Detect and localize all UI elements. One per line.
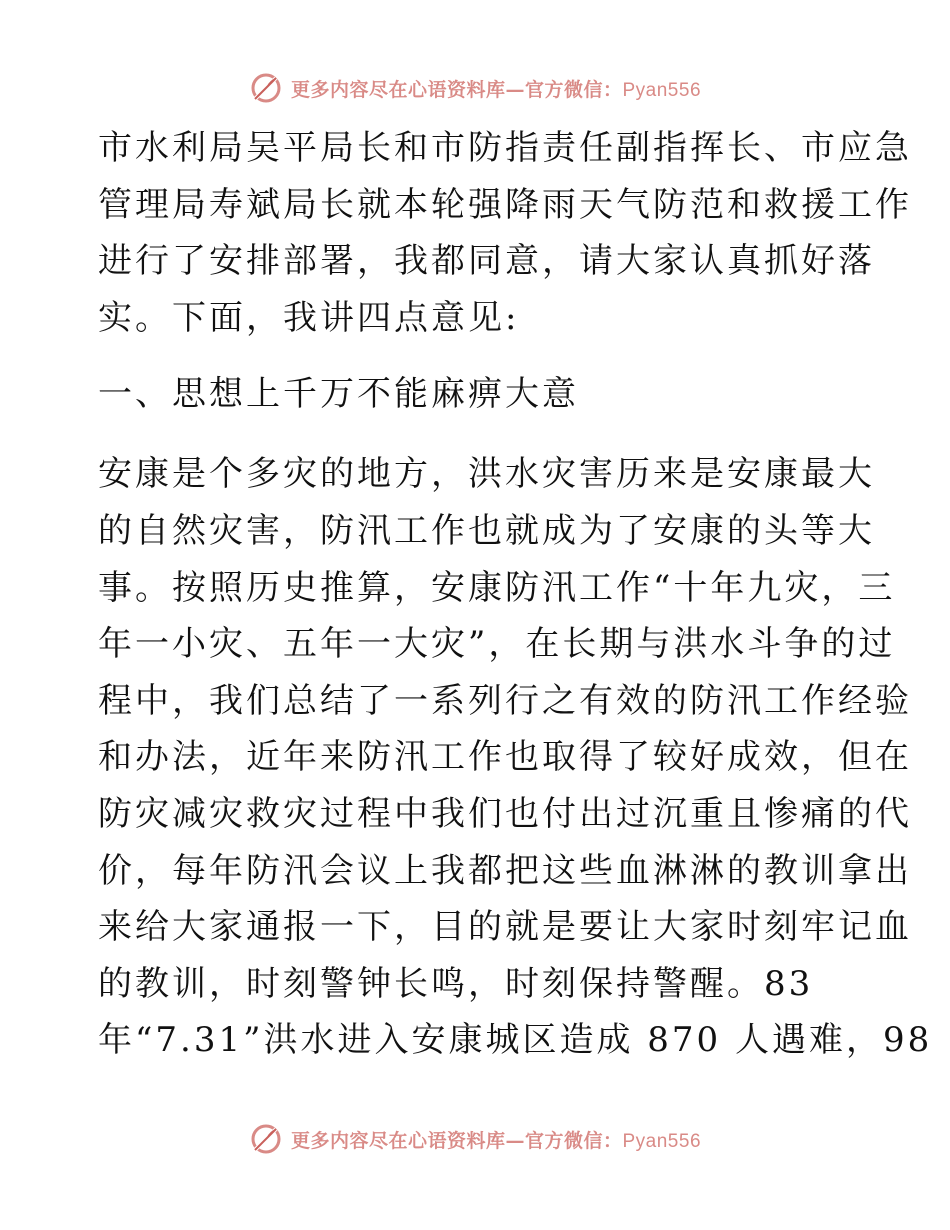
text-line: 进行了安排部署，我都同意，请大家认真抓好落 <box>98 241 875 282</box>
watermark-text: 更多内容尽在心语资料库—官方微信： <box>290 78 623 101</box>
text-line: 价，每年防汛会议上我都把这些血淋淋的教训拿出 <box>98 850 912 891</box>
text-line: 市水利局吴平局长和市防指责任副指挥长、市应急 <box>98 128 912 168</box>
text-line: 管理局寿斌局长就本轮强降雨天气防范和救援工作 <box>98 184 912 225</box>
text-line: 防灾减灾救灾过程中我们也付出过沉重且惨痛的代 <box>98 793 912 834</box>
watermark-text: 更多内容尽在心语资料库—官方微信： <box>290 1129 623 1152</box>
text-line: 来给大家通报一下，目的就是要让大家时刻牢记血 <box>98 907 912 948</box>
text-line: 事。按照历史推算，安康防汛工作“十年九灾，三 <box>98 567 896 608</box>
watermark-wechat-id: Pyan556 <box>622 1130 702 1152</box>
quill-logo-icon <box>249 1122 283 1156</box>
text-line: 安康是个多灾的地方，洪水灾害历来是安康最大 <box>98 454 875 495</box>
footer-watermark <box>0 1119 950 1159</box>
watermark-wechat-id: Pyan556 <box>622 79 702 101</box>
text-line: 的自然灾害，防汛工作也就成为了安康的头等大 <box>98 510 875 551</box>
header-watermark <box>0 68 950 108</box>
text-line: 和办法，近年来防汛工作也取得了较好成效，但在 <box>98 737 912 778</box>
text-line: 年一小灾、五年一大灾”，在长期与洪水斗争的过 <box>98 624 896 665</box>
text-line: 年“7.31”洪水进入安康城区造成 870 人遇难，98 <box>98 1020 933 1061</box>
document-body <box>98 120 933 1069</box>
section-heading: 一、思想上千万不能麻痹大意 <box>98 374 579 415</box>
text-line: 实。下面，我讲四点意见: <box>98 297 520 338</box>
paragraph-intro <box>98 120 912 346</box>
text-line: 的教训，时刻警钟长鸣，时刻保持警醒。83 <box>98 963 814 1004</box>
text-line: 程中，我们总结了一系列行之有效的防汛工作经验 <box>98 680 912 721</box>
quill-logo-icon <box>249 71 283 105</box>
paragraph-body <box>98 446 933 1069</box>
